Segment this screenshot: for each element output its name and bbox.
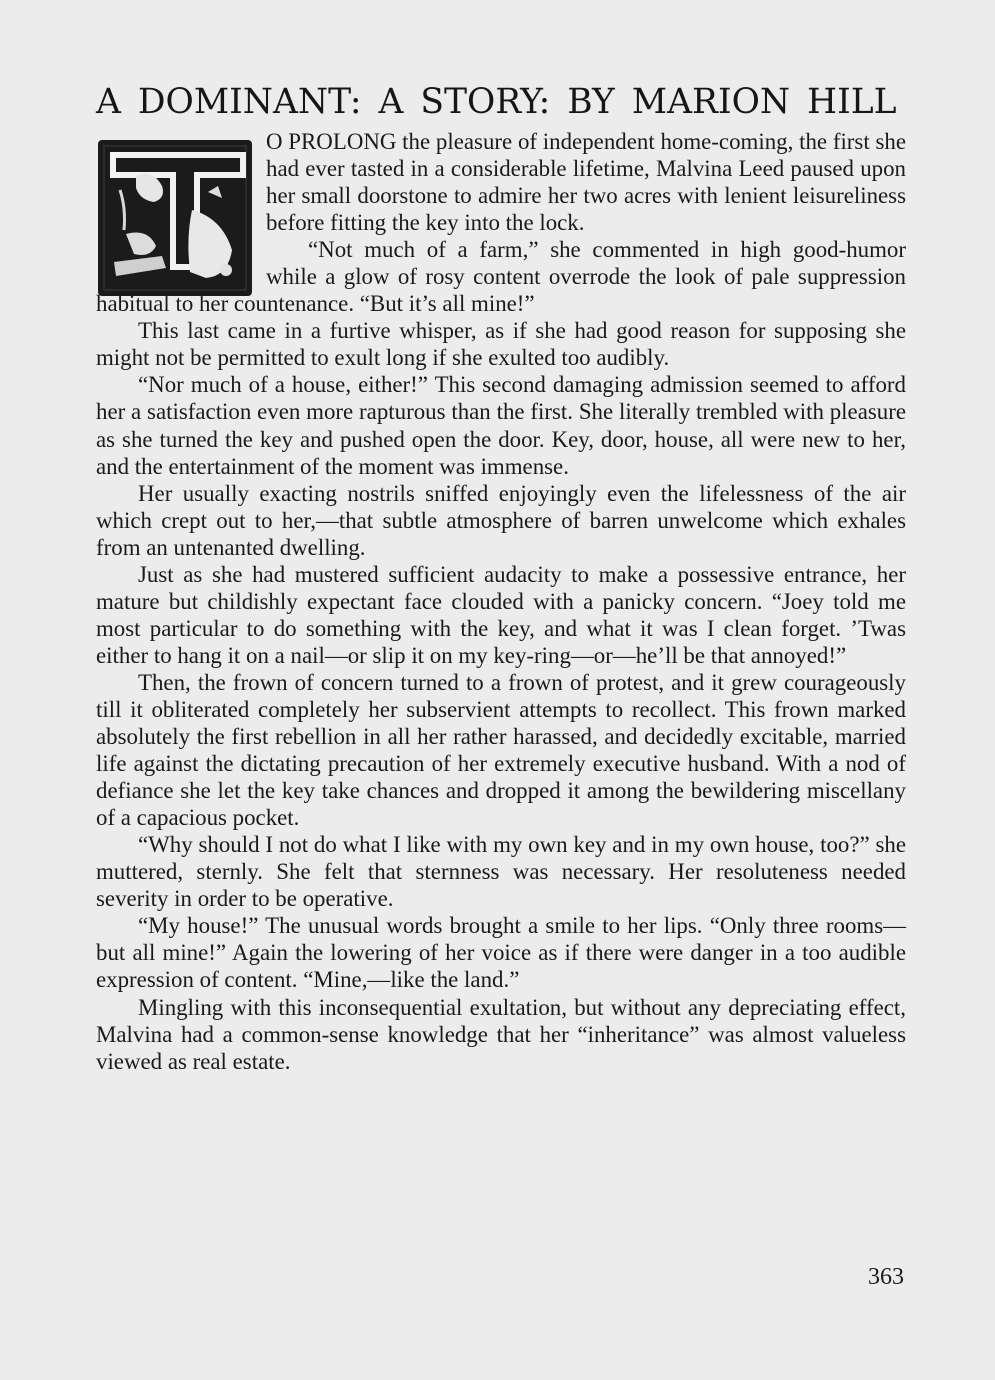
story-body xyxy=(96,128,906,1075)
paragraph: “Nor much of a house, either!” This second damaging admission seemed to afford her a satisfaction even more rapturous than the first. She literally trembled with pleasure as she turned the key and pushed open the door. Key, door, house, all were new to her, and the entertainment of the moment was immense. xyxy=(96,372,906,479)
paragraph: Just as she had mustered sufficient audacity to make a possessive entrance, her mature but childishly expectant face clouded with a panicky concern. “Joey told me most particular to do something with the key, and what it was I clean forget. ’Twas either to hang it on a nail—or slip it on my key-ring—or—he’ll be that annoyed!” xyxy=(96,561,906,668)
paragraph: Mingling with this inconsequential exultation, but without any depreciating effect, Malvina had a common-sense knowledge that her “inheritance” was almost valueless viewed as real estate. xyxy=(96,994,906,1074)
story-title: A DOMINANT: A STORY: BY MARION HILL xyxy=(96,82,897,122)
paragraph: “My house!” The unusual words brought a smile to her lips. “Only three rooms—but all mine!” Again the lowering of her voice as if there were danger in a too audible expression of content. “Mine,—like the land.” xyxy=(96,913,906,993)
paragraph: Her usually exacting nostrils sniffed enjoyingly even the lifelessness of the air which crept out to her,—that subtle atmosphere of barren unwelcome which exhales from an untenanted dwelling. xyxy=(96,480,906,560)
drop-cap-space xyxy=(96,128,266,290)
paragraph: Then, the frown of concern turned to a frown of protest, and it grew courageously till it obliterated completely her subservient attempts to recollect. This frown marked absolutely the first rebellion in all her rather harassed, and decidedly excitable, married life against the dictating precaution of her extremely executive husband. With a nod of defiance she let the key take chances and dropped it among the bewildering miscellany of a capacious pocket. xyxy=(96,669,906,831)
paragraph: “Why should I not do what I like with my own key and in my own house, too?” she muttered, sternly. She felt that sternness was necessary. Her resoluteness needed severity in order to be operative. xyxy=(96,832,906,912)
paragraph: “Not much of a farm,” she commented in high good-humor while a glow of rosy content overrode the look of pale suppression habitual to her countenance. “But it’s all mine!” xyxy=(96,237,906,317)
paragraph: This last came in a furtive whisper, as if she had good reason for supposing she might not be permitted to exult long if she exulted too audibly. xyxy=(96,318,906,371)
page-number: 363 xyxy=(868,1264,904,1290)
paragraph: O PROLONG the pleasure of independent home-coming, the first she had ever tasted in a considerable lifetime, Malvina Leed paused upon her small doorstone to admire her two acres with lenient leisureliness before fitting the key into the lock. xyxy=(266,129,906,236)
